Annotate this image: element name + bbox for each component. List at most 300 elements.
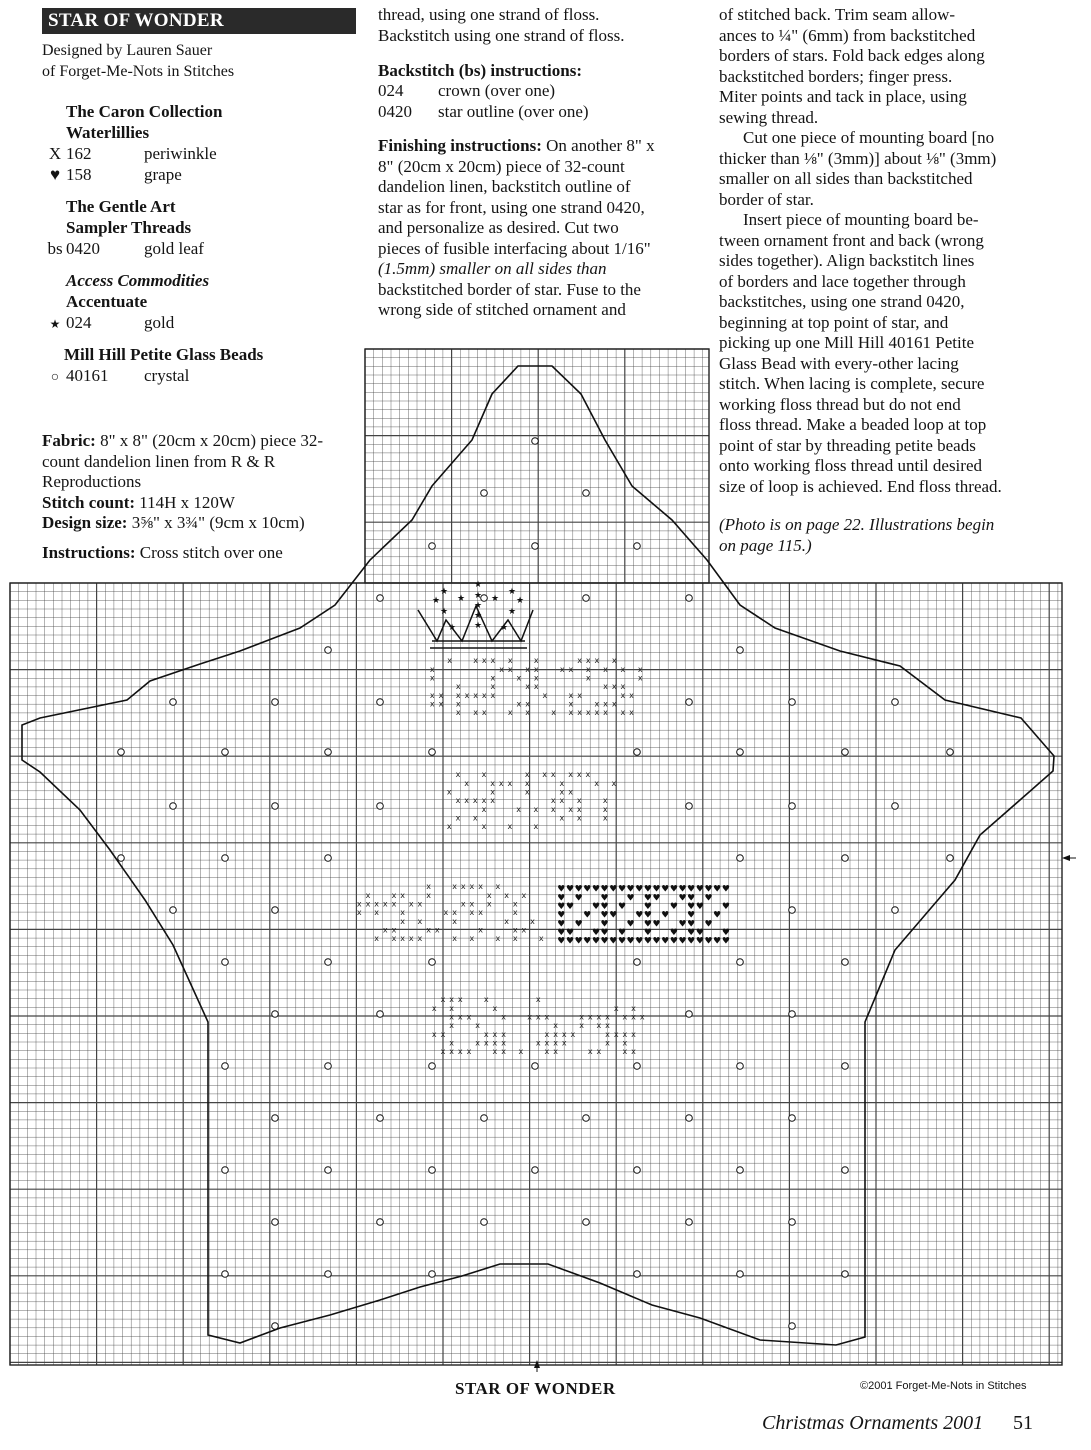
cross-stitch-icon: x: [533, 804, 539, 814]
name-row-3: [357, 882, 544, 943]
heart-stitch-icon: ♥: [721, 902, 730, 912]
heart-stitch-icon: ♥: [565, 884, 575, 895]
star-symbol-icon: ★: [49, 317, 61, 331]
heart-stitch-icon: ♥: [617, 936, 627, 947]
cross-stitch-icon: x: [400, 916, 405, 926]
star-stitch-icon: ★: [507, 607, 517, 617]
cross-stitch-icon: x: [449, 1038, 454, 1048]
bead-icon: [686, 803, 693, 810]
cross-stitch-icon: x: [533, 673, 539, 683]
bead-icon: [377, 595, 384, 602]
heart-stitch-icon: ♥: [557, 910, 566, 921]
cross-stitch-icon: x: [568, 787, 573, 797]
cross-stitch-icon: x: [594, 708, 600, 718]
cross-symbol-icon: X: [48, 144, 62, 163]
heart-stitch-icon: ♥: [574, 919, 583, 930]
cross-stitch-icon: x: [481, 822, 487, 832]
cross-stitch-icon: x: [613, 1029, 619, 1039]
cross-stitch-icon: x: [472, 796, 478, 806]
cross-stitch-icon: x: [438, 690, 444, 700]
cross-stitch-icon: x: [579, 1012, 584, 1022]
heart-stitch-icon: ♥: [557, 884, 566, 895]
cross-stitch-icon: x: [478, 925, 483, 935]
heart-stitch-icon: ♥: [687, 910, 696, 921]
bead-icon: [634, 959, 641, 966]
bead-icon: [272, 699, 279, 706]
cross-stitch-icon: x: [475, 1038, 480, 1048]
heart-stitch-icon: ♥: [713, 884, 722, 895]
cross-stitch-icon: x: [525, 699, 530, 709]
cross-stitch-icon: x: [417, 916, 423, 926]
cross-stitch-icon: x: [622, 1029, 628, 1039]
photo-note-2: on page 115.): [719, 535, 812, 555]
instructions-text: Cross stitch over one: [135, 542, 283, 562]
bead-icon: [118, 749, 125, 756]
cross-stitch-icon: x: [629, 708, 634, 718]
cross-stitch-icon: x: [629, 690, 634, 700]
cross-stitch-icon: x: [455, 682, 461, 692]
bead-icon: [325, 749, 332, 756]
bead-icon: [118, 855, 125, 862]
cross-stitch-icon: x: [561, 1029, 567, 1039]
bead-icon: [377, 1219, 384, 1226]
cross-stitch-icon: x: [602, 813, 608, 823]
right-line: backstitches, using one strand 0420,: [719, 292, 965, 311]
cross-stitch-icon: x: [481, 690, 487, 700]
cross-stitch-icon: x: [466, 1012, 472, 1022]
cross-stitch-icon: x: [631, 1003, 636, 1013]
cross-stitch-icon: x: [486, 899, 492, 909]
cross-stitch-icon: x: [568, 804, 573, 814]
cross-stitch-icon: x: [483, 995, 489, 1005]
cross-stitch-icon: x: [605, 1038, 610, 1048]
cross-stitch-icon: x: [469, 934, 475, 944]
designer-line-2: of Forget-Me-Nots in Stitches: [42, 63, 235, 80]
bead-icon: [170, 803, 177, 810]
cross-stitch-icon: x: [538, 934, 544, 944]
design-size-value: 3⅝" x 3¾" (9cm x 10cm): [127, 513, 305, 532]
heart-stitch-icon: ♥: [713, 910, 722, 921]
backstitch-symbol: bs: [47, 239, 63, 258]
gentle-brand: The Gentle Art: [66, 197, 176, 216]
cross-stitch-icon: x: [501, 1012, 506, 1022]
bead-icon: [789, 803, 796, 810]
heart-stitch-icon: ♥: [583, 936, 592, 947]
heart-stitch-icon: ♥: [687, 928, 696, 938]
cross-stitch-icon: x: [481, 770, 487, 780]
heart-stitch-icon: ♥: [557, 902, 566, 912]
right-line: picking up one Mill Hill 40161 Petite: [719, 333, 974, 352]
cross-stitch-icon: x: [535, 1038, 541, 1048]
bead-icon: [583, 490, 590, 497]
bead-icon: [789, 699, 796, 706]
bead-icon: [272, 1011, 279, 1018]
cross-stitch-icon: x: [524, 770, 530, 780]
cross-stitch-icon: x: [455, 770, 461, 780]
heart-stitch-icon: ♥: [626, 884, 635, 895]
heart-stitch-icon: ♥: [643, 902, 652, 912]
cross-stitch-icon: x: [501, 1038, 506, 1048]
key-name: grape: [144, 165, 182, 184]
bead-icon: [842, 1167, 849, 1174]
instructions-label: Instructions:: [42, 542, 136, 562]
cross-stitch-icon: x: [518, 1047, 524, 1057]
bead-icon: [842, 855, 849, 862]
bead-icon: [789, 1011, 796, 1018]
finish-line: wrong side of stitched ornament and: [378, 300, 626, 319]
cross-stitch-icon: x: [483, 1029, 489, 1039]
bead-icon: [737, 1063, 744, 1070]
cross-stitch-icon: x: [613, 1003, 619, 1013]
bead-icon: [737, 647, 744, 654]
cross-stitch-icon: x: [507, 656, 513, 666]
cross-stitch-icon: x: [603, 699, 608, 709]
bead-icon: [222, 855, 229, 862]
finish-line: 8" (20cm x 20cm) piece of 32-count: [378, 156, 625, 176]
right-line: onto working floss thread until desired: [719, 456, 982, 475]
publication-name: Christmas Ornaments 2001: [762, 1412, 984, 1434]
pattern-title: STAR OF WONDER: [48, 10, 224, 31]
bead-icon: [789, 907, 796, 914]
cross-stitch-icon: x: [449, 1047, 454, 1057]
cross-stitch-icon: x: [490, 690, 496, 700]
bead-icon: [272, 1219, 279, 1226]
cross-stitch-icon: x: [449, 1003, 454, 1013]
cross-stitch-icon: x: [585, 673, 591, 683]
chart-grid: [10, 349, 1062, 1365]
design-size-label: Design size:: [42, 513, 128, 532]
cross-stitch-icon: x: [594, 699, 600, 709]
cross-stitch-icon: x: [457, 1047, 463, 1057]
cross-stitch-icon: x: [452, 908, 457, 918]
cross-stitch-icon: x: [542, 690, 548, 700]
cross-stitch-icon: x: [504, 916, 509, 926]
cross-stitch-icon: x: [521, 890, 527, 900]
heart-stitch-icon: ♥: [591, 936, 601, 947]
bead-icon: [325, 1063, 332, 1070]
heart-stitch-icon: ♥: [557, 928, 566, 938]
access-brand: Access Commodities: [66, 271, 210, 290]
bead-icon: [325, 959, 332, 966]
bead-icon: [947, 749, 954, 756]
bead-icon: [272, 803, 279, 810]
star-stitch-icon: ★: [439, 607, 449, 617]
cross-stitch-icon: x: [391, 934, 397, 944]
star-stitch-icon: ★: [473, 580, 483, 590]
bead-icon: [686, 595, 693, 602]
cross-stitch-icon: x: [507, 778, 513, 788]
cross-stitch-icon: x: [449, 1021, 454, 1031]
right-line: sewing thread.: [719, 107, 819, 127]
heart-stitch-icon: ♥: [661, 884, 670, 895]
cross-stitch-icon: x: [504, 890, 509, 900]
bead-icon: [737, 1271, 744, 1278]
bead-icon: [377, 1115, 384, 1122]
bead-icon: [634, 543, 641, 550]
heart-stitch-icon: ♥: [678, 919, 687, 930]
bead-symbol-icon: ○: [50, 370, 60, 385]
heart-stitch-icon: ♥: [661, 910, 670, 921]
heart-stitch-icon: ♥: [669, 928, 678, 938]
cross-stitch-icon: x: [611, 656, 617, 666]
cross-stitch-icon: x: [568, 664, 574, 674]
cross-stitch-icon: x: [391, 890, 397, 900]
cross-stitch-icon: x: [585, 708, 591, 718]
bead-icon: [634, 1063, 641, 1070]
cross-stitch-icon: x: [452, 934, 457, 944]
cross-stitch-icon: x: [637, 673, 643, 683]
bead-icon: [583, 1219, 590, 1226]
bead-icon: [170, 907, 177, 914]
cross-stitch-icon: x: [577, 656, 582, 666]
cross-stitch-icon: x: [374, 908, 379, 918]
cross-stitch-icon: x: [490, 778, 495, 788]
bead-icon: [377, 699, 384, 706]
name-row-1: [430, 656, 643, 717]
bead-icon: [325, 1271, 332, 1278]
key-name: crystal: [144, 366, 190, 385]
cross-stitch-icon: x: [501, 1029, 506, 1039]
middle-line-2: Backstitch using one strand of floss.: [378, 25, 625, 45]
cross-stitch-icon: x: [512, 934, 518, 944]
bead-icon: [892, 907, 899, 914]
bs-desc: crown (over one): [438, 81, 556, 100]
cross-stitch-icon: x: [374, 899, 379, 909]
cross-stitch-icon: x: [475, 1021, 480, 1031]
cross-stitch-icon: x: [533, 682, 539, 692]
star-stitch-icon: ★: [447, 623, 457, 633]
heart-stitch-icon: ♥: [565, 902, 575, 912]
bs-num: 024: [378, 81, 404, 100]
heart-stitch-icon: ♥: [652, 893, 661, 904]
grid-border: [10, 583, 1062, 1365]
heart-stitch-icon: ♥: [600, 884, 609, 895]
heart-stitch-icon: ♥: [565, 928, 575, 938]
right-line: thicker than ⅛" (3mm)] about ⅛" (3mm): [719, 148, 997, 168]
bead-icon: [325, 855, 332, 862]
cross-stitch-icon: x: [570, 1029, 576, 1039]
cross-stitch-icon: x: [417, 934, 423, 944]
fabric-line-1: 8" x 8" (20cm x 20cm) piece 32-: [95, 431, 324, 450]
heart-stitch-icon: ♥: [695, 928, 704, 938]
heart-stitch-icon: ♥: [574, 893, 583, 904]
right-line: border of star.: [719, 189, 814, 209]
heart-stitch-icon: ♥: [669, 884, 678, 895]
right-line: floss thread. Make a beaded loop at top: [719, 415, 987, 434]
cross-stitch-icon: x: [533, 656, 539, 666]
heart-stitch-icon: ♥: [626, 936, 635, 947]
heart-stitch-icon: ♥: [609, 936, 618, 947]
bead-icon: [532, 1167, 539, 1174]
cross-stitch-icon: x: [587, 1012, 593, 1022]
star-stitch-icon: ★: [473, 601, 483, 611]
cross-stitch-icon: x: [478, 882, 483, 892]
name-row-2: [447, 770, 617, 831]
right-line: Cut one piece of mounting board [no: [743, 128, 995, 147]
bead-icon: [222, 1167, 229, 1174]
bead-icon: [325, 647, 332, 654]
cross-stitch-icon: x: [434, 925, 440, 935]
heart-stitch-icon: ♥: [652, 936, 661, 947]
cross-stitch-icon: x: [464, 690, 470, 700]
cross-stitch-icon: x: [492, 1047, 498, 1057]
cross-stitch-icon: x: [611, 699, 617, 709]
bead-icon: [789, 1115, 796, 1122]
cross-stitch-icon: x: [631, 1029, 636, 1039]
cross-stitch-icon: x: [631, 1047, 636, 1057]
heart-stitch-icon: ♥: [643, 936, 652, 947]
cross-stitch-icon: x: [426, 882, 431, 892]
cross-stitch-icon: x: [464, 778, 469, 788]
cross-stitch-icon: x: [457, 995, 463, 1005]
cross-stitch-icon: x: [535, 995, 541, 1005]
heart-stitch-icon: ♥: [600, 919, 609, 930]
backstitch-heading: Backstitch (bs) instructions:: [378, 61, 583, 80]
heart-stitch-icon: ♥: [591, 902, 601, 912]
bead-icon: [737, 749, 744, 756]
cross-stitch-icon: x: [391, 899, 397, 909]
cross-stitch-icon: x: [400, 934, 405, 944]
heart-stitch-icon: ♥: [600, 902, 609, 912]
heart-stitch-icon: ♥: [687, 884, 696, 895]
cross-stitch-icon: x: [431, 1029, 437, 1039]
finish-line: On another 8" x: [541, 136, 655, 155]
finish-line: pieces of fusible interfacing about 1/16": [378, 238, 651, 258]
bead-icon: [583, 1115, 590, 1122]
cross-stitch-icon: x: [469, 899, 475, 909]
cross-stitch-icon: x: [605, 1021, 610, 1031]
star-stitch-icon: ★: [507, 587, 517, 597]
middle-line-1: thread, using one strand of floss.: [378, 5, 600, 24]
cross-stitch-icon: x: [512, 925, 518, 935]
cross-stitch-icon: x: [525, 682, 530, 692]
cross-stitch-icon: x: [568, 708, 574, 718]
cross-stitch-icon: x: [473, 690, 478, 700]
finishing-label: Finishing instructions:: [378, 136, 542, 155]
stitch-marks: [118, 438, 954, 1330]
cross-stitch-icon: x: [568, 770, 573, 780]
bead-icon: [222, 1271, 229, 1278]
cross-stitch-icon: x: [524, 778, 530, 788]
cross-stitch-icon: x: [559, 796, 565, 806]
cross-stitch-icon: x: [449, 1012, 454, 1022]
cross-stitch-icon: x: [455, 699, 461, 709]
page-number: 51: [1013, 1412, 1033, 1434]
cross-stitch-icon: x: [553, 1029, 558, 1039]
star-stitch-icon: ★: [499, 623, 509, 633]
bead-icon: [842, 749, 849, 756]
cross-stitch-icon: x: [530, 916, 535, 926]
bead-icon: [481, 1115, 488, 1122]
right-line: point of star by threading petite beads: [719, 435, 976, 455]
star-stitch-icon: ★: [439, 587, 449, 597]
cross-stitch-icon: x: [438, 699, 444, 709]
cross-stitch-icon: x: [587, 1047, 593, 1057]
cross-stitch-icon: x: [525, 708, 530, 718]
heart-stitch-icon: ♥: [721, 884, 730, 895]
cross-stitch-icon: x: [408, 899, 414, 909]
key-num: 0420: [66, 239, 100, 258]
bead-icon: [737, 1167, 744, 1174]
cross-stitch-icon: x: [602, 796, 608, 806]
right-line: of borders and lace together through: [719, 271, 966, 291]
right-line: tween ornament front and back (wrong: [719, 230, 984, 250]
cross-stitch-icon: x: [603, 664, 608, 674]
cross-stitch-icon: x: [561, 1038, 567, 1048]
cross-stitch-icon: x: [481, 796, 487, 806]
star-stitch-icon: ★: [456, 594, 466, 604]
right-line: ances to ¼" (6mm) from backstitched: [719, 25, 976, 45]
cross-stitch-icon: x: [472, 813, 478, 823]
stitch-count-value: 114H x 120W: [135, 492, 235, 512]
cross-stitch-icon: x: [602, 804, 608, 814]
cross-stitch-icon: x: [492, 1003, 498, 1013]
cross-stitch-icon: x: [512, 899, 518, 909]
cross-stitch-icon: x: [452, 916, 457, 926]
cross-stitch-icon: x: [622, 1047, 628, 1057]
bead-icon: [634, 1167, 641, 1174]
key-name: periwinkle: [144, 144, 217, 163]
cross-stitch-icon: x: [429, 690, 435, 700]
heart-stitch-icon: ♥: [643, 884, 652, 895]
stitch-count-label: Stitch count:: [42, 492, 136, 512]
cross-stitch-icon: x: [490, 787, 495, 797]
right-line: smaller on all sides than backstitched: [719, 169, 973, 188]
heart-stitch-icon: ♥: [678, 936, 687, 947]
cross-stitch-icon: x: [639, 1012, 645, 1022]
cross-stitch-icon: x: [460, 899, 466, 909]
cross-stitch-icon: x: [516, 699, 522, 709]
heart-stitch-icon: ♥: [609, 910, 618, 921]
cross-stitch-icon: x: [550, 770, 556, 780]
finish-line: dandelion linen, backstitch outline of: [378, 177, 631, 196]
bead-icon: [789, 1219, 796, 1226]
cross-stitch-icon: x: [483, 1038, 489, 1048]
finish-line: (1.5mm) smaller on all sides than: [378, 259, 607, 278]
cross-stitch-icon: x: [460, 882, 466, 892]
bead-icon: [686, 699, 693, 706]
key-num: 40161: [66, 366, 109, 385]
cross-stitch-icon: x: [440, 1029, 446, 1039]
cross-stitch-icon: x: [544, 1038, 550, 1048]
cross-stitch-icon: x: [596, 1021, 602, 1031]
cross-stitch-icon: x: [544, 1047, 550, 1057]
cross-stitch-icon: x: [516, 673, 522, 683]
bead-icon: [222, 959, 229, 966]
cross-stitch-icon: x: [544, 1012, 550, 1022]
cross-stitch-icon: x: [603, 708, 608, 718]
cross-stitch-icon: x: [400, 908, 405, 918]
cross-stitch-icon: x: [559, 787, 565, 797]
cross-stitch-icon: x: [429, 664, 435, 674]
heart-stitch-icon: ♥: [557, 893, 566, 904]
cross-stitch-icon: x: [585, 664, 591, 674]
cross-stitch-icon: x: [490, 796, 495, 806]
heart-stitch-icon: ♥: [557, 936, 566, 947]
cross-stitch-icon: x: [550, 796, 556, 806]
cross-stitch-icon: x: [429, 673, 435, 683]
heart-stitch-icon: ♥: [687, 893, 696, 904]
bead-icon: [222, 1063, 229, 1070]
bead-icon: [377, 803, 384, 810]
cross-stitch-icon: x: [585, 656, 591, 666]
heart-stitch-icon: ♥: [721, 928, 730, 938]
bead-icon: [532, 1063, 539, 1070]
cross-stitch-icon: x: [408, 934, 414, 944]
heart-stitch-icon: ♥: [600, 936, 609, 947]
heart-stitch-icon: ♥: [617, 902, 627, 912]
cross-stitch-icon: x: [622, 1012, 628, 1022]
